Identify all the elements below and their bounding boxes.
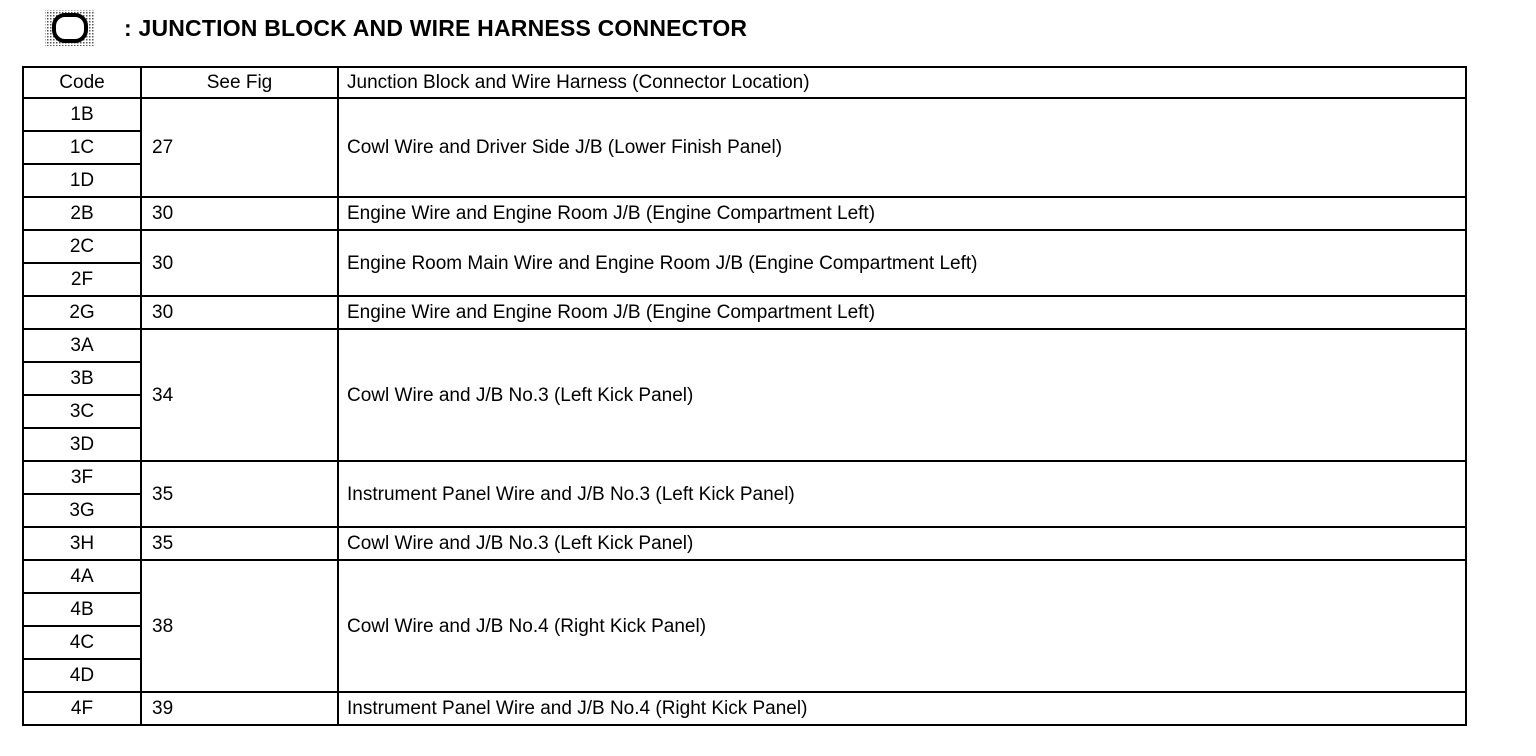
location-cell: Engine Room Main Wire and Engine Room J/B (Engine Compartment Left) [338, 230, 1466, 296]
table-row [23, 560, 1466, 593]
table-row [23, 98, 1466, 131]
column-header-see-fig: See Fig [141, 67, 338, 98]
see-fig-cell: 39 [141, 692, 338, 725]
location-cell: Cowl Wire and J/B No.4 (Right Kick Panel) [338, 560, 1466, 692]
column-header-code: Code [23, 67, 141, 98]
page-title: : JUNCTION BLOCK AND WIRE HARNESS CONNECTOR [124, 14, 748, 41]
code-cell: 3C [23, 395, 141, 428]
code-cell: 1D [23, 164, 141, 197]
see-fig-cell: 38 [141, 560, 338, 692]
see-fig-cell: 30 [141, 230, 338, 296]
location-cell: Engine Wire and Engine Room J/B (Engine Compartment Left) [338, 197, 1466, 230]
code-cell: 1C [23, 131, 141, 164]
see-fig-cell: 35 [141, 527, 338, 560]
table-row [23, 692, 1466, 725]
see-fig-cell: 34 [141, 329, 338, 461]
code-cell: 4A [23, 560, 141, 593]
see-fig-cell: 30 [141, 197, 338, 230]
table-row [23, 197, 1466, 230]
see-fig-cell: 27 [141, 98, 338, 197]
table-row [23, 329, 1466, 362]
location-cell: Cowl Wire and J/B No.3 (Left Kick Panel) [338, 329, 1466, 461]
code-cell: 4B [23, 593, 141, 626]
connector-table-wrapper [22, 66, 1465, 726]
location-cell: Instrument Panel Wire and J/B No.3 (Left Kick Panel) [338, 461, 1466, 527]
code-cell: 3B [23, 362, 141, 395]
connector-table [22, 66, 1467, 726]
code-cell: 3F [23, 461, 141, 494]
table-row [23, 230, 1466, 263]
table-row [23, 461, 1466, 494]
table-row [23, 527, 1466, 560]
see-fig-cell: 35 [141, 461, 338, 527]
location-cell: Engine Wire and Engine Room J/B (Engine Compartment Left) [338, 296, 1466, 329]
table-row [23, 296, 1466, 329]
table-header-row [23, 67, 1466, 98]
code-cell: 1B [23, 98, 141, 131]
code-cell: 3A [23, 329, 141, 362]
location-cell: Cowl Wire and J/B No.3 (Left Kick Panel) [338, 527, 1466, 560]
code-cell: 3G [23, 494, 141, 527]
code-cell: 2F [23, 263, 141, 296]
code-cell: 2B [23, 197, 141, 230]
location-cell: Cowl Wire and Driver Side J/B (Lower Finish Panel) [338, 98, 1466, 197]
code-cell: 3H [23, 527, 141, 560]
code-cell: 4D [23, 659, 141, 692]
code-cell: 2C [23, 230, 141, 263]
column-header-location: Junction Block and Wire Harness (Connector Location) [338, 67, 1466, 98]
connector-symbol-icon [44, 9, 96, 47]
code-cell: 4F [23, 692, 141, 725]
location-cell: Instrument Panel Wire and J/B No.4 (Right Kick Panel) [338, 692, 1466, 725]
see-fig-cell: 30 [141, 296, 338, 329]
code-cell: 3D [23, 428, 141, 461]
page-header [44, 8, 747, 48]
code-cell: 4C [23, 626, 141, 659]
code-cell: 2G [23, 296, 141, 329]
